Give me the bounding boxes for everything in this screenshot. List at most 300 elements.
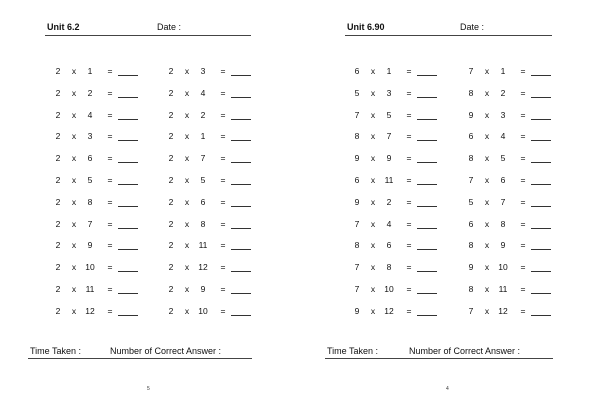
multiplicand: 2	[55, 153, 61, 164]
equals-sign: =	[406, 262, 412, 273]
page-number: 5	[147, 386, 150, 392]
answer-blank[interactable]	[417, 206, 437, 207]
times-sign: x	[370, 87, 376, 98]
answer-blank[interactable]	[118, 162, 138, 163]
times-sign: x	[484, 87, 490, 98]
multiplier: 11	[85, 284, 95, 294]
equals-sign: =	[406, 175, 412, 185]
time-taken-label: Time Taken :	[327, 346, 379, 356]
equals-sign: =	[520, 175, 526, 185]
multiplicand: 2	[55, 87, 61, 98]
multiplicand: 5	[354, 87, 360, 98]
times-sign: x	[184, 196, 190, 207]
times-sign: x	[184, 153, 190, 164]
answer-blank[interactable]	[231, 75, 251, 76]
multiplication-problem	[351, 131, 461, 143]
multiplicand: 7	[468, 305, 474, 316]
multiplicand: 2	[168, 196, 174, 207]
multiplier: 4	[200, 87, 206, 98]
equals-sign: =	[220, 240, 226, 251]
multiplier: 11	[498, 284, 508, 294]
answer-blank[interactable]	[531, 162, 551, 163]
equals-sign: =	[107, 284, 113, 294]
multiplication-problem	[351, 219, 461, 231]
unit-title: Unit 6.90	[347, 22, 385, 32]
times-sign: x	[71, 131, 77, 142]
answer-blank[interactable]	[417, 75, 437, 76]
multiplication-problem	[52, 175, 162, 187]
times-sign: x	[71, 240, 77, 251]
multiplier: 9	[386, 153, 392, 164]
answer-blank[interactable]	[231, 206, 251, 207]
multiplier: 4	[386, 218, 392, 229]
multiplication-problem	[52, 284, 162, 296]
equals-sign: =	[107, 218, 113, 229]
answer-blank[interactable]	[531, 140, 551, 141]
multiplier: 5	[87, 175, 93, 185]
equals-sign: =	[220, 175, 226, 185]
times-sign: x	[71, 284, 77, 294]
multiplication-problem	[52, 131, 162, 143]
multiplication-problem	[465, 131, 575, 143]
answer-blank[interactable]	[531, 271, 551, 272]
multiplier: 11	[198, 240, 208, 251]
multiplier: 3	[500, 109, 506, 120]
multiplication-problem	[165, 197, 275, 209]
multiplicand: 2	[168, 87, 174, 98]
multiplier: 4	[87, 109, 93, 120]
multiplier: 6	[200, 196, 206, 207]
answer-blank[interactable]	[118, 140, 138, 141]
multiplication-problem	[351, 153, 461, 165]
equals-sign: =	[220, 284, 226, 294]
multiplicand: 2	[168, 131, 174, 142]
times-sign: x	[484, 66, 490, 76]
times-sign: x	[184, 240, 190, 251]
times-sign: x	[184, 87, 190, 98]
equals-sign: =	[520, 131, 526, 142]
times-sign: x	[484, 153, 490, 164]
correct-answers-label: Number of Correct Answer :	[409, 346, 521, 356]
equals-sign: =	[406, 153, 412, 164]
equals-sign: =	[107, 131, 113, 142]
multiplier: 3	[386, 87, 392, 98]
equals-sign: =	[220, 305, 226, 316]
multiplier: 5	[386, 109, 392, 120]
multiplicand: 2	[168, 66, 174, 76]
multiplier: 6	[386, 240, 392, 251]
equals-sign: =	[520, 87, 526, 98]
multiplier: 11	[384, 175, 394, 185]
answer-blank[interactable]	[417, 271, 437, 272]
equals-sign: =	[107, 196, 113, 207]
multiplicand: 7	[354, 218, 360, 229]
multiplicand: 2	[55, 284, 61, 294]
equals-sign: =	[520, 262, 526, 273]
answer-blank[interactable]	[417, 293, 437, 294]
multiplier: 6	[500, 175, 506, 185]
multiplicand: 2	[168, 109, 174, 120]
equals-sign: =	[406, 87, 412, 98]
multiplication-problem	[165, 110, 275, 122]
multiplication-problem	[165, 240, 275, 252]
multiplicand: 8	[354, 240, 360, 251]
multiplicand: 2	[168, 175, 174, 185]
multiplier: 7	[87, 218, 93, 229]
multiplicand: 8	[468, 240, 474, 251]
multiplicand: 9	[354, 305, 360, 316]
multiplier: 2	[386, 196, 392, 207]
multiplication-problem	[465, 153, 575, 165]
times-sign: x	[71, 262, 77, 273]
multiplication-problem	[465, 240, 575, 252]
multiplier: 8	[200, 218, 206, 229]
times-sign: x	[71, 153, 77, 164]
multiplication-problem	[351, 110, 461, 122]
multiplicand: 2	[55, 262, 61, 273]
times-sign: x	[370, 153, 376, 164]
multiplier: 9	[500, 240, 506, 251]
times-sign: x	[484, 196, 490, 207]
times-sign: x	[370, 196, 376, 207]
multiplication-problem	[165, 153, 275, 165]
multiplier: 1	[500, 66, 506, 76]
multiplier: 1	[386, 66, 392, 76]
answer-blank[interactable]	[231, 184, 251, 185]
multiplier: 10	[85, 262, 95, 273]
equals-sign: =	[406, 66, 412, 76]
multiplier: 12	[198, 262, 208, 273]
answer-blank[interactable]	[231, 140, 251, 141]
multiplier: 2	[200, 109, 206, 120]
multiplicand: 6	[468, 218, 474, 229]
equals-sign: =	[107, 87, 113, 98]
multiplication-problem	[165, 262, 275, 274]
multiplication-problem	[52, 240, 162, 252]
multiplier: 10	[384, 284, 394, 294]
multiplication-problem	[465, 262, 575, 274]
multiplier: 3	[200, 66, 206, 76]
multiplication-problem	[351, 66, 461, 78]
multiplier: 8	[87, 196, 93, 207]
times-sign: x	[184, 66, 190, 76]
multiplier: 3	[87, 131, 93, 142]
equals-sign: =	[406, 109, 412, 120]
multiplicand: 8	[468, 284, 474, 294]
times-sign: x	[184, 175, 190, 185]
times-sign: x	[71, 66, 77, 76]
worksheet-header	[45, 21, 251, 36]
multiplication-problem	[351, 284, 461, 296]
multiplier: 5	[200, 175, 206, 185]
equals-sign: =	[220, 196, 226, 207]
multiplicand: 7	[354, 109, 360, 120]
multiplier: 1	[87, 66, 93, 76]
times-sign: x	[370, 262, 376, 273]
multiplication-problem	[351, 175, 461, 187]
times-sign: x	[370, 131, 376, 142]
equals-sign: =	[107, 175, 113, 185]
multiplication-problem	[165, 66, 275, 78]
answer-blank[interactable]	[531, 97, 551, 98]
multiplication-problem	[351, 262, 461, 274]
multiplicand: 7	[354, 262, 360, 273]
multiplicand: 2	[55, 109, 61, 120]
multiplicand: 2	[55, 218, 61, 229]
multiplier: 10	[198, 305, 208, 316]
answer-blank[interactable]	[118, 184, 138, 185]
multiplicand: 6	[468, 131, 474, 142]
multiplication-problem	[52, 110, 162, 122]
answer-blank[interactable]	[231, 249, 251, 250]
equals-sign: =	[220, 87, 226, 98]
answer-blank[interactable]	[118, 315, 138, 316]
times-sign: x	[71, 109, 77, 120]
equals-sign: =	[406, 240, 412, 251]
times-sign: x	[370, 109, 376, 120]
answer-blank[interactable]	[417, 162, 437, 163]
answer-blank[interactable]	[118, 271, 138, 272]
answer-blank[interactable]	[417, 249, 437, 250]
multiplicand: 2	[55, 131, 61, 142]
multiplier: 12	[498, 305, 508, 316]
multiplicand: 2	[55, 196, 61, 207]
times-sign: x	[370, 66, 376, 76]
multiplication-problem	[465, 110, 575, 122]
times-sign: x	[184, 109, 190, 120]
multiplicand: 2	[55, 305, 61, 316]
equals-sign: =	[220, 218, 226, 229]
answer-blank[interactable]	[531, 75, 551, 76]
equals-sign: =	[406, 284, 412, 294]
date-label: Date :	[157, 22, 182, 32]
answer-blank[interactable]	[231, 162, 251, 163]
multiplicand: 8	[468, 153, 474, 164]
equals-sign: =	[520, 218, 526, 229]
multiplication-problem	[52, 153, 162, 165]
answer-blank[interactable]	[231, 315, 251, 316]
times-sign: x	[184, 284, 190, 294]
multiplicand: 8	[354, 131, 360, 142]
answer-blank[interactable]	[118, 119, 138, 120]
multiplication-problem	[52, 219, 162, 231]
multiplication-problem	[52, 306, 162, 318]
multiplicand: 2	[168, 218, 174, 229]
correct-answers-label: Number of Correct Answer :	[110, 346, 222, 356]
multiplicand: 9	[468, 262, 474, 273]
equals-sign: =	[406, 196, 412, 207]
multiplication-problem	[52, 88, 162, 100]
answer-blank[interactable]	[417, 97, 437, 98]
multiplication-problem	[52, 262, 162, 274]
multiplier: 12	[384, 305, 394, 316]
equals-sign: =	[520, 196, 526, 207]
multiplication-problem	[465, 219, 575, 231]
answer-blank[interactable]	[531, 293, 551, 294]
multiplier: 9	[87, 240, 93, 251]
times-sign: x	[71, 218, 77, 229]
unit-title: Unit 6.2	[47, 22, 80, 32]
equals-sign: =	[520, 153, 526, 164]
multiplier: 5	[500, 153, 506, 164]
answer-blank[interactable]	[231, 119, 251, 120]
multiplication-problem	[465, 88, 575, 100]
equals-sign: =	[107, 109, 113, 120]
worksheet-footer	[325, 346, 553, 359]
equals-sign: =	[220, 66, 226, 76]
multiplication-problem	[465, 175, 575, 187]
worksheet-page-right	[300, 0, 600, 400]
multiplication-problem	[165, 284, 275, 296]
equals-sign: =	[107, 66, 113, 76]
times-sign: x	[484, 262, 490, 273]
times-sign: x	[484, 175, 490, 185]
date-label: Date :	[460, 22, 485, 32]
multiplicand: 7	[468, 66, 474, 76]
multiplication-problem	[351, 306, 461, 318]
multiplication-problem	[465, 306, 575, 318]
times-sign: x	[484, 109, 490, 120]
answer-blank[interactable]	[231, 293, 251, 294]
multiplier: 7	[200, 153, 206, 164]
times-sign: x	[71, 305, 77, 316]
equals-sign: =	[406, 305, 412, 316]
answer-blank[interactable]	[231, 271, 251, 272]
multiplication-problem	[52, 197, 162, 209]
times-sign: x	[184, 218, 190, 229]
equals-sign: =	[220, 262, 226, 273]
equals-sign: =	[220, 153, 226, 164]
answer-blank[interactable]	[417, 184, 437, 185]
times-sign: x	[484, 218, 490, 229]
multiplier: 2	[500, 87, 506, 98]
multiplier: 6	[87, 153, 93, 164]
answer-blank[interactable]	[231, 97, 251, 98]
multiplier: 7	[386, 131, 392, 142]
answer-blank[interactable]	[417, 119, 437, 120]
times-sign: x	[184, 262, 190, 273]
multiplication-problem	[351, 197, 461, 209]
times-sign: x	[370, 284, 376, 294]
multiplication-problem	[165, 175, 275, 187]
multiplier: 7	[500, 196, 506, 207]
multiplier: 8	[386, 262, 392, 273]
times-sign: x	[484, 305, 490, 316]
worksheet-header	[345, 21, 552, 36]
multiplicand: 2	[55, 66, 61, 76]
times-sign: x	[370, 240, 376, 251]
answer-blank[interactable]	[531, 184, 551, 185]
answer-blank[interactable]	[118, 97, 138, 98]
answer-blank[interactable]	[118, 75, 138, 76]
equals-sign: =	[520, 109, 526, 120]
multiplication-problem	[351, 240, 461, 252]
multiplicand: 2	[168, 284, 174, 294]
equals-sign: =	[107, 240, 113, 251]
equals-sign: =	[520, 66, 526, 76]
multiplication-problem	[165, 131, 275, 143]
equals-sign: =	[107, 153, 113, 164]
equals-sign: =	[406, 218, 412, 229]
multiplication-problem	[465, 66, 575, 78]
equals-sign: =	[520, 284, 526, 294]
multiplicand: 8	[468, 87, 474, 98]
times-sign: x	[370, 175, 376, 185]
multiplicand: 9	[354, 153, 360, 164]
times-sign: x	[484, 240, 490, 251]
multiplicand: 7	[354, 284, 360, 294]
equals-sign: =	[406, 131, 412, 142]
times-sign: x	[184, 131, 190, 142]
answer-blank[interactable]	[118, 249, 138, 250]
multiplicand: 2	[168, 240, 174, 251]
times-sign: x	[71, 175, 77, 185]
multiplicand: 9	[468, 109, 474, 120]
multiplier: 1	[200, 131, 206, 142]
multiplier: 12	[85, 305, 95, 316]
multiplicand: 2	[55, 175, 61, 185]
multiplicand: 6	[354, 175, 360, 185]
equals-sign: =	[520, 305, 526, 316]
multiplicand: 5	[468, 196, 474, 207]
multiplication-problem	[165, 88, 275, 100]
multiplicand: 7	[468, 175, 474, 185]
answer-blank[interactable]	[118, 206, 138, 207]
equals-sign: =	[520, 240, 526, 251]
multiplication-problem	[165, 306, 275, 318]
times-sign: x	[484, 284, 490, 294]
multiplication-problem	[465, 197, 575, 209]
multiplicand: 2	[168, 305, 174, 316]
answer-blank[interactable]	[231, 228, 251, 229]
equals-sign: =	[107, 262, 113, 273]
times-sign: x	[484, 131, 490, 142]
multiplier: 2	[87, 87, 93, 98]
multiplicand: 2	[168, 262, 174, 273]
answer-blank[interactable]	[531, 228, 551, 229]
multiplication-problem	[165, 219, 275, 231]
times-sign: x	[71, 87, 77, 98]
multiplier: 9	[200, 284, 206, 294]
answer-blank[interactable]	[531, 315, 551, 316]
multiplier: 10	[498, 262, 508, 273]
multiplicand: 6	[354, 66, 360, 76]
multiplicand: 2	[168, 153, 174, 164]
answer-blank[interactable]	[531, 206, 551, 207]
equals-sign: =	[220, 131, 226, 142]
multiplication-problem	[465, 284, 575, 296]
multiplication-problem	[351, 88, 461, 100]
multiplier: 8	[500, 218, 506, 229]
times-sign: x	[370, 218, 376, 229]
answer-blank[interactable]	[417, 315, 437, 316]
time-taken-label: Time Taken :	[30, 346, 82, 356]
answer-blank[interactable]	[531, 119, 551, 120]
answer-blank[interactable]	[118, 228, 138, 229]
answer-blank[interactable]	[417, 140, 437, 141]
equals-sign: =	[220, 109, 226, 120]
times-sign: x	[71, 196, 77, 207]
answer-blank[interactable]	[417, 228, 437, 229]
multiplicand: 9	[354, 196, 360, 207]
answer-blank[interactable]	[118, 293, 138, 294]
page-number: 4	[446, 386, 449, 392]
times-sign: x	[370, 305, 376, 316]
equals-sign: =	[107, 305, 113, 316]
answer-blank[interactable]	[531, 249, 551, 250]
multiplication-problem	[52, 66, 162, 78]
multiplicand: 2	[55, 240, 61, 251]
